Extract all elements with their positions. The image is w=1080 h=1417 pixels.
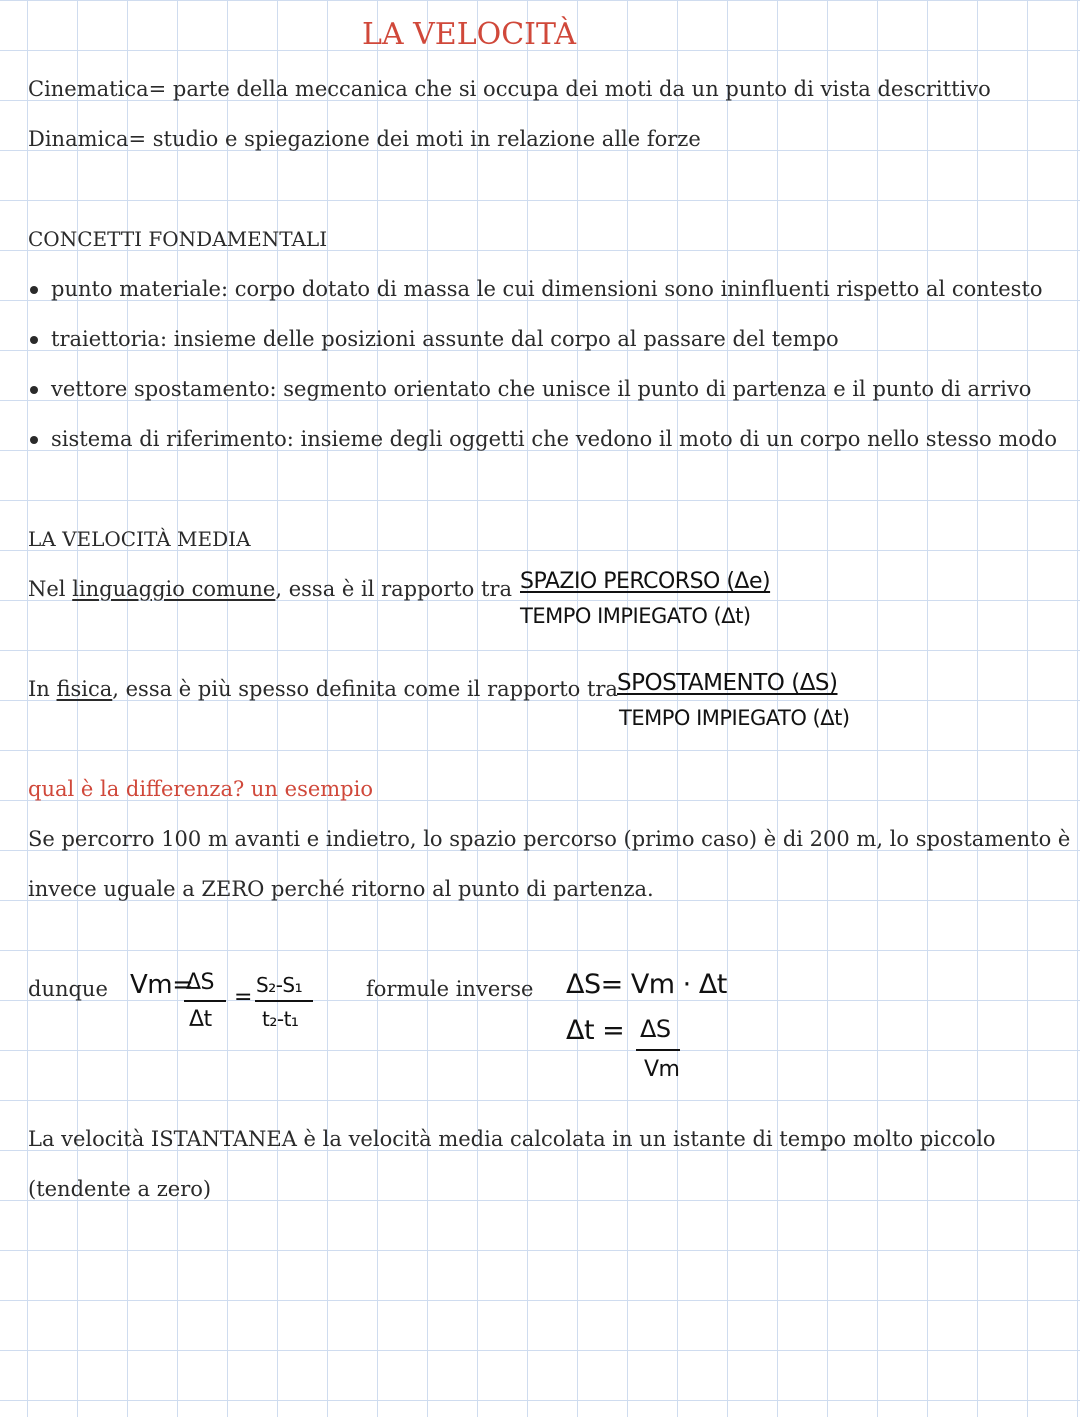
bullet-icon [30,386,38,394]
formula-inverse-2-lhs: Δt = [566,1015,625,1046]
text: In [28,677,57,701]
text: , essa è più spesso definita come il rapporto tra [112,677,618,701]
page-title: LA VELOCITÀ [362,17,577,52]
handwritten-numerator: SPOSTAMENTO (ΔS) [617,670,838,696]
formula-ds: ΔS [186,970,215,995]
bullet-icon [30,436,38,444]
fraction-bar [255,1000,313,1002]
label-dunque: dunque [28,977,108,1001]
sentence-linguaggio-comune [28,579,512,600]
example-line: Se percorro 100 m avanti e indietro, lo spazio percorso (primo caso) è di 200 m, lo spostamento è [28,827,1071,851]
bullet-icon [30,336,38,344]
section-heading-velocita-media: LA VELOCITÀ MEDIA [28,527,251,551]
text: Nel [28,577,73,601]
underlined-term: linguaggio comune [72,577,276,601]
handwritten-numerator: SPAZIO PERCORSO (Δe) [520,569,771,594]
definition-dinamica: Dinamica= studio e spiegazione dei moti in relazione alle forze [28,127,701,151]
list-item: sistema di riferimento: insieme degli oggetti che vedono il moto di un corpo nello stesso modo [51,427,1057,451]
fraction-bar [184,1000,226,1002]
istantanea-line: La velocità ISTANTANEA è la velocità media calcolata in un istante di tempo molto piccolo [28,1127,996,1151]
sentence-fisica [28,679,618,700]
istantanea-line: (tendente a zero) [28,1177,212,1201]
list-item: vettore spostamento: segmento orientato che unisce il punto di partenza e il punto di arrivo [51,377,1032,401]
formula-vm: Vm= [130,970,194,1000]
formula-equals: = [234,985,252,1010]
definition-cinematica: Cinematica= parte della meccanica che si occupa dei moti da un punto di vista descrittivo [28,77,991,101]
handwritten-denominator: TEMPO IMPIEGATO (Δt) [520,604,751,628]
section-heading-concetti: CONCETTI FONDAMENTALI [28,227,328,251]
list-item: punto materiale: corpo dotato di massa le cui dimensioni sono ininfluenti rispetto al contesto [51,277,1043,301]
formula-s-diff: S₂-S₁ [256,973,303,997]
handwritten-denominator: TEMPO IMPIEGATO (Δt) [619,706,850,730]
formula-dt: Δt [189,1007,212,1032]
underlined-term: fisica [56,677,113,701]
example-question: qual è la differenza? un esempio [28,777,373,801]
label-formule-inverse: formule inverse [366,977,534,1001]
formula-inverse-1: ΔS= Vm · Δt [566,969,727,1000]
bullet-icon [30,286,38,294]
formula-inverse-2-den: Vm [644,1057,680,1082]
example-line: invece uguale a ZERO perché ritorno al punto di partenza. [28,877,654,901]
formula-inverse-2-num: ΔS [640,1015,671,1043]
text: , essa è il rapporto tra [275,577,512,601]
list-item: traiettoria: insieme delle posizioni assunte dal corpo al passare del tempo [51,327,839,351]
formula-t-diff: t₂-t₁ [262,1007,299,1031]
fraction-bar [636,1049,680,1051]
